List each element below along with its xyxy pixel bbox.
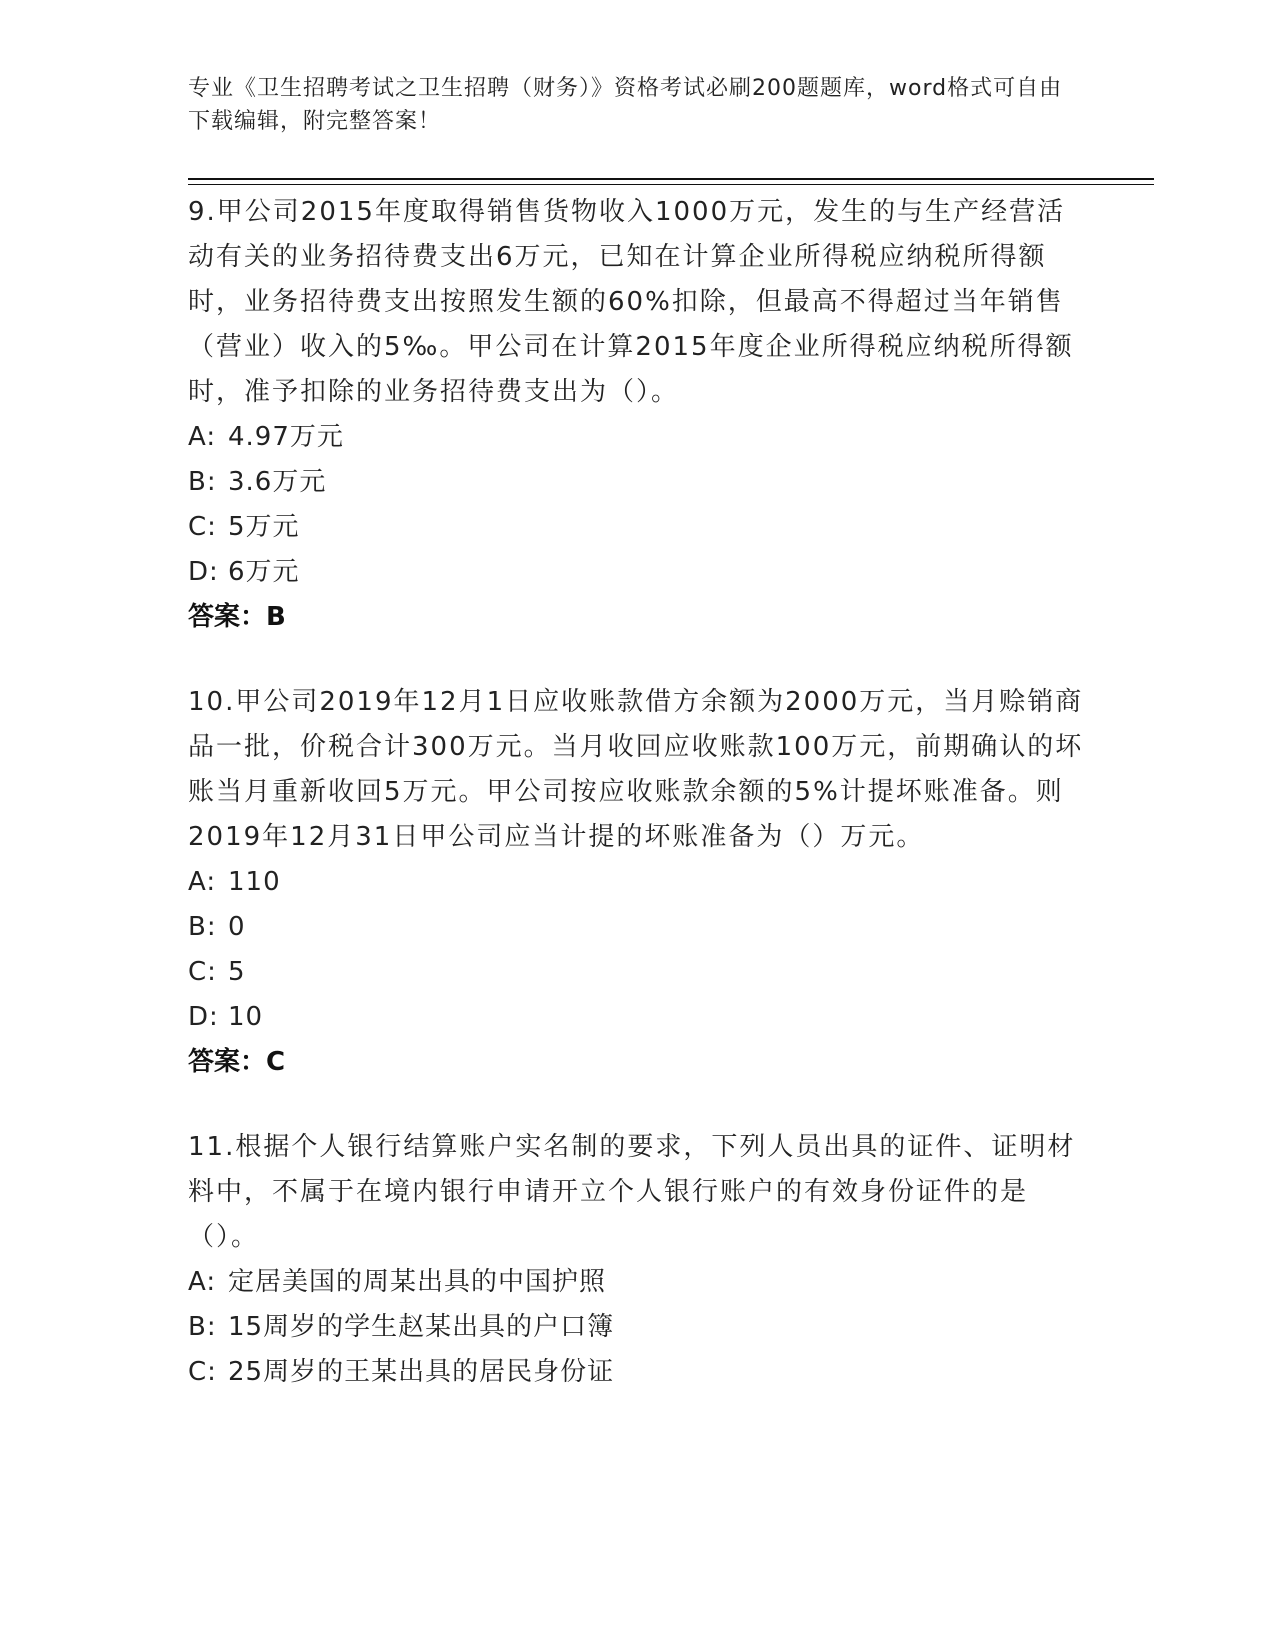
option-b xyxy=(188,460,1088,505)
option-key: C: xyxy=(188,957,217,987)
question-list xyxy=(188,190,1088,1435)
option-key: A: xyxy=(188,867,217,897)
option-a xyxy=(188,860,1088,905)
option-key: B: xyxy=(188,912,217,942)
option-d xyxy=(188,995,1088,1040)
option-text: 25周岁的王某出具的居民身份证 xyxy=(228,1357,615,1387)
option-key: D: xyxy=(188,557,219,587)
header-divider-thick xyxy=(188,178,1154,180)
option-key: C: xyxy=(188,512,217,542)
option-text: 3.6万元 xyxy=(228,467,327,497)
option-text: 6万元 xyxy=(228,557,300,587)
option-text: 5 xyxy=(228,957,246,987)
option-a xyxy=(188,1260,1088,1305)
option-key: A: xyxy=(188,422,217,452)
document-header: 专业《卫生招聘考试之卫生招聘（财务）》资格考试必刷200题题库，word格式可自由下载编辑，附完整答案！ xyxy=(188,76,1063,134)
option-text: 定居美国的周某出具的中国护照 xyxy=(228,1267,607,1297)
answer-label: 答案：B xyxy=(188,602,286,632)
question-text: 9.甲公司2015年度取得销售货物收入1000万元，发生的与生产经营活动有关的业务招待费支出6万元，已知在计算企业所得税应纳税所得额时，业务招待费支出按照发生额的60%扣除，但最高不得超过当年销售（营业）收入的5‰。甲公司在计算2015年度企业所得税应纳税所得额时，准予扣除的业务招待费支出为（）。 xyxy=(188,197,1074,407)
option-text: 0 xyxy=(228,912,246,942)
option-text: 4.97万元 xyxy=(228,422,344,452)
option-key: B: xyxy=(188,1312,217,1342)
option-text: 10 xyxy=(228,1002,264,1032)
option-key: B: xyxy=(188,467,217,497)
question-text: 11.根据个人银行结算账户实名制的要求，下列人员出具的证件、证明材料中，不属于在境内银行申请开立个人银行账户的有效身份证件的是（）。 xyxy=(188,1132,1076,1252)
option-c xyxy=(188,505,1088,550)
option-key: A: xyxy=(188,1267,217,1297)
option-text: 5万元 xyxy=(228,512,300,542)
question-11 xyxy=(188,1125,1088,1395)
question-9 xyxy=(188,190,1088,640)
option-b xyxy=(188,1305,1088,1350)
question-text: 10.甲公司2019年12月1日应收账款借方余额为2000万元，当月赊销商品一批，价税合计300万元。当月收回应收账款100万元，前期确认的坏账当月重新收回5万元。甲公司按应收账款余额的5%计提坏账准备。则2019年12月31日甲公司应当计提的坏账准备为（）万元。 xyxy=(188,687,1084,852)
option-c xyxy=(188,950,1088,995)
answer-label: 答案：C xyxy=(188,1047,286,1077)
option-key: C: xyxy=(188,1357,217,1387)
option-d xyxy=(188,550,1088,595)
option-text: 110 xyxy=(228,867,281,897)
option-c xyxy=(188,1350,1088,1395)
option-b xyxy=(188,905,1088,950)
option-a xyxy=(188,415,1088,460)
option-text: 15周岁的学生赵某出具的户口簿 xyxy=(228,1312,615,1342)
question-10 xyxy=(188,680,1088,1085)
option-key: D: xyxy=(188,1002,219,1032)
header-divider-thin xyxy=(188,184,1154,185)
